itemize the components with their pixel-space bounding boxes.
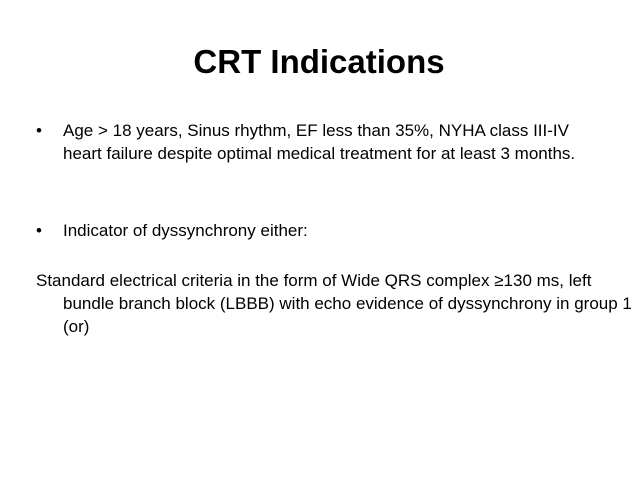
bullet-marker: • xyxy=(36,221,42,240)
bullet-text: Indicator of dyssynchrony either: xyxy=(63,221,308,240)
bullet-marker: • xyxy=(36,121,42,140)
bullet-item-dyssynchrony xyxy=(36,219,606,242)
slide-title: CRT Indications xyxy=(193,43,445,80)
bullet-item-indications xyxy=(36,119,606,165)
bullet-text: Age > 18 years, Sinus rhythm, EF less than 35%, NYHA class III-IV heart failure despite optimal medical treatment for at least 3 months. xyxy=(63,121,576,163)
criteria-paragraph: Standard electrical criteria in the form of Wide QRS complex ≥130 ms, left bundle branch block (LBBB) with echo evidence of dyssynchrony in group 1 (or) xyxy=(36,271,632,336)
